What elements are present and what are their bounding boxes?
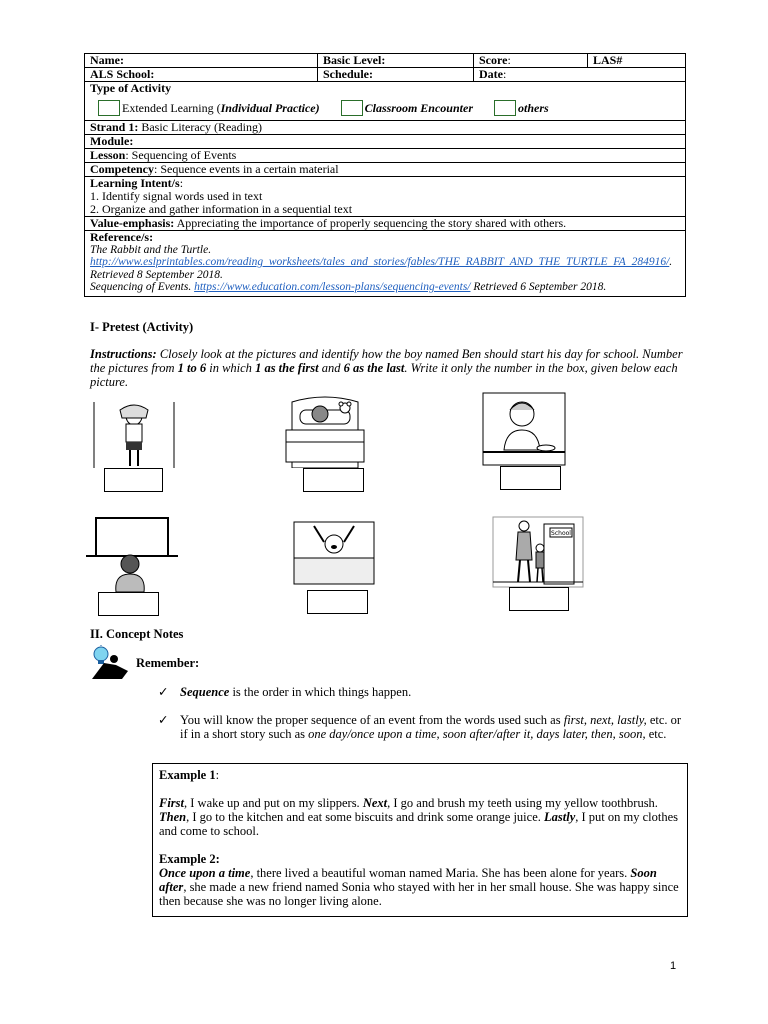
strand-row: Strand 1: Basic Literacy (Reading) bbox=[85, 121, 686, 135]
concept-notes-heading: II. Concept Notes bbox=[90, 627, 184, 641]
walking-to-school-picture bbox=[492, 516, 584, 588]
reference-link-sequencing-events[interactable]: https://www.education.com/lesson-plans/sequencing-events/ bbox=[194, 281, 471, 293]
pretest-instructions: Instructions: Closely look at the pictures and identify how the boy named Ben should start his day for school. Number the pictures from 1 to 6 in which 1 as the first and 6 as the last. Write it only the number in the box, given below each picture. bbox=[90, 347, 683, 389]
others-label: others bbox=[518, 100, 549, 115]
header-table bbox=[84, 53, 686, 297]
basic-level-cell[interactable]: Basic Level: bbox=[318, 54, 474, 68]
lightbulb-thinker-icon bbox=[90, 645, 130, 681]
boy-dressing-picture bbox=[90, 402, 178, 468]
answer-box-2[interactable] bbox=[303, 468, 364, 492]
bullet-signal-words: ✓ You will know the proper sequence of an event from the words used such as first, next, lastly, etc. or if in a short story such as one day/once upon a time, soon after/after it, days later, then, soon, etc. bbox=[158, 713, 682, 741]
las-cell[interactable]: LAS# bbox=[588, 54, 686, 68]
schedule-cell[interactable]: Schedule: bbox=[318, 68, 474, 82]
date-cell[interactable]: Date: bbox=[474, 68, 686, 82]
answer-box-3[interactable] bbox=[500, 466, 561, 490]
pretest-heading: I- Pretest (Activity) bbox=[90, 320, 194, 334]
example-2-text: Once upon a time, there lived a beautiful woman named Maria. She has been alone for years. Soon after, she made a new friend named Sonia who stayed with her in her small house. She was happy since then because she was no longer living alone. bbox=[159, 866, 679, 908]
classroom-encounter-checkbox[interactable] bbox=[341, 100, 363, 116]
remember-heading: Remember: bbox=[90, 645, 199, 681]
extended-learning-label: Extended Learning (Individual Practice) bbox=[122, 100, 320, 115]
example-1-label: Example 1: bbox=[159, 768, 220, 782]
boy-brushing-picture bbox=[86, 516, 178, 594]
answer-box-1[interactable] bbox=[104, 468, 163, 492]
value-emphasis-row: Value-emphasis: Appreciating the importance of properly sequencing the story shared with others. bbox=[85, 217, 686, 231]
reference-link-rabbit-turtle[interactable]: http://www.eslprintables.com/reading_worksheets/tales_and_stories/fables/THE_RABBIT_AND_THE_TURTLE_FA_284916/ bbox=[90, 256, 670, 268]
answer-box-5[interactable] bbox=[307, 590, 368, 614]
page-number: 1 bbox=[670, 960, 677, 972]
extended-learning-checkbox[interactable] bbox=[98, 100, 120, 116]
lesson-row: Lesson: Sequencing of Events bbox=[85, 149, 686, 163]
example-1-text: First, I wake up and put on my slippers. Next, I go and brush my teeth using my yellow toothbrush. Then, I go to the kitchen and eat some biscuits and drink some orange juice. Lastly, I put on my clothes and come to school. bbox=[159, 796, 679, 838]
answer-box-6[interactable] bbox=[509, 587, 569, 611]
module-row: Module: bbox=[85, 135, 686, 149]
boy-eating-picture bbox=[482, 392, 566, 466]
score-cell[interactable]: Score: bbox=[474, 54, 588, 68]
learning-intent-row: Learning Intent/s: 1. Identify signal words used in text 2. Organize and gather information in a sequential text bbox=[85, 177, 686, 217]
boy-waking-picture bbox=[288, 516, 380, 590]
answer-box-4[interactable] bbox=[98, 592, 159, 616]
name-cell[interactable]: Name: bbox=[85, 54, 318, 68]
classroom-encounter-label: Classroom Encounter bbox=[364, 100, 473, 115]
checkmark-icon: ✓ bbox=[158, 685, 169, 699]
bed-teddy-picture bbox=[280, 392, 370, 468]
references-row: Reference/s: The Rabbit and the Turtle. http://www.eslprintables.com/reading_worksheets/tales_and_stories/fables/THE_RABBIT_AND_THE_TURTLE_FA_284916/. Retrieved 8 September 2018. Sequencing of Events. https://www.education.com/lesson-plans/sequencing-events/ Retrieved 6 September 2018. bbox=[85, 231, 686, 297]
example-2-label: Example 2: bbox=[159, 852, 220, 866]
checkmark-icon: ✓ bbox=[158, 713, 169, 727]
school-sign-text: School bbox=[551, 530, 571, 537]
bullet-sequence: ✓ Sequence is the order in which things happen. bbox=[158, 685, 412, 699]
type-of-activity-label: Type of Activity bbox=[90, 81, 172, 95]
als-school-cell[interactable]: ALS School: bbox=[85, 68, 318, 82]
others-checkbox[interactable] bbox=[494, 100, 516, 116]
competency-row: Competency: Sequence events in a certain material bbox=[85, 163, 686, 177]
type-of-activity-cell bbox=[85, 82, 686, 121]
examples-box bbox=[152, 763, 688, 917]
